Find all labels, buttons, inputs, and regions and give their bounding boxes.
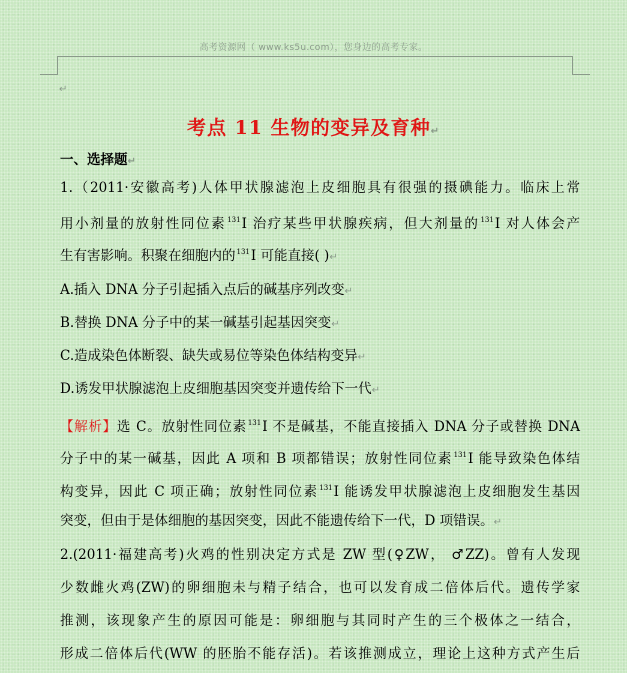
page-title-text: 考点 11 生物的变异及育种 [186,117,431,139]
paragraph-mark: ↵ [357,352,367,363]
analysis-line-2-b: I 能导致染色体结 [467,451,580,467]
option-b [60,314,580,334]
isotope-superscript: 131 [236,248,250,256]
analysis-line-2 [60,446,580,468]
paragraph-mark: ↵ [59,84,68,95]
page-title [0,113,627,140]
option-d-text: D.诱发甲状腺滤泡上皮细胞基因突变并遗传给下一代 [60,381,372,397]
header-rule [58,56,572,57]
q2-line-1: 2.(2011·福建高考)火鸡的性别决定方式是 ZW 型(♀ZW， ♂ZZ)。曾有人发现 [60,547,580,563]
isotope-superscript: 131 [453,451,467,459]
option-c-text: C.造成染色体断裂、缺失或易位等染色体结构变异 [60,348,358,364]
section-heading-text: 一、选择题 [60,152,128,168]
q1-line-3-b: I 可能直接( ) [250,248,330,264]
analysis-tag: 【解析】 [60,419,117,435]
analysis-line-1-b: I 不是碱基，不能直接插入 DNA 分子或替换 DNA [262,419,580,435]
analysis-line-4 [60,512,580,532]
header-site-text: 高考资源网（ www.ks5u.com），您身边的高考专家。 [199,43,428,53]
q1-line-2-b: I 治疗某些甲状腺疾病，但大剂量的 [241,216,480,232]
q1-line-2-a: 用小剂量的放射性同位素 [60,216,227,232]
analysis-line-3-b: I 能诱发甲状腺滤泡上皮细胞发生基因 [333,484,580,500]
isotope-superscript: 131 [319,484,333,492]
paragraph-mark: ↵ [493,517,503,528]
option-b-text: B.替换 DNA 分子中的某一碱基引起基因突变 [60,315,332,331]
paragraph-mark: ↵ [329,252,338,263]
section-heading [60,148,136,168]
analysis-line-1 [60,414,580,436]
q1-line-1: 1.（2011·安徽高考)人体甲状腺滤泡上皮细胞具有很强的摄碘能力。临床上常 [60,180,580,196]
q2-line-4: 形成二倍体后代(WW 的胚胎不能存活)。若该推测成立，理论上这种方式产生后 [60,646,580,662]
analysis-line-2-a: 分子中的某一碱基，因此 A 项和 B 项都错误；放射性同位素 [60,451,453,467]
option-a [60,281,580,301]
isotope-superscript: 131 [247,419,262,427]
isotope-superscript: 131 [227,216,241,224]
header-corner-right [572,56,590,75]
q2-line-2: 少数雌火鸡(ZW)的卵细胞未与精子结合，也可以发育成二倍体后代。遗传学家 [60,580,580,596]
paragraph-mark: ↵ [127,156,136,167]
analysis-line-3 [60,479,580,501]
q1-line-3 [60,243,580,267]
analysis-line-3-a: 构变异，因此 C 项正确；放射性同位素 [60,484,319,500]
q1-line-2-c: I 对人体会产 [494,216,580,232]
option-c [60,347,580,367]
analysis-line-1-a: 选 C。放射性同位素 [116,419,247,435]
q1-line-3-a: 生有害影响。积聚在细胞内的 [60,248,236,264]
paragraph-mark: ↵ [371,385,381,396]
paragraph-mark: ↵ [331,319,340,330]
option-d [60,380,580,400]
paragraph-mark: ↵ [344,286,353,297]
paragraph-mark: ↵ [430,126,441,137]
q2-line-3: 推测，该现象产生的原因可能是：卵细胞与其同时产生的三个极体之一结合， [60,613,580,629]
header-corner-left [40,56,58,75]
q1-line-2 [60,211,580,233]
isotope-superscript: 131 [480,216,494,224]
analysis-line-4-text: 突变，但由于是体细胞的基因突变，因此不能遗传给下一代，D 项错误。 [60,513,494,529]
option-a-text: A.插入 DNA 分子引起插入点后的碱基序列改变 [60,282,345,298]
